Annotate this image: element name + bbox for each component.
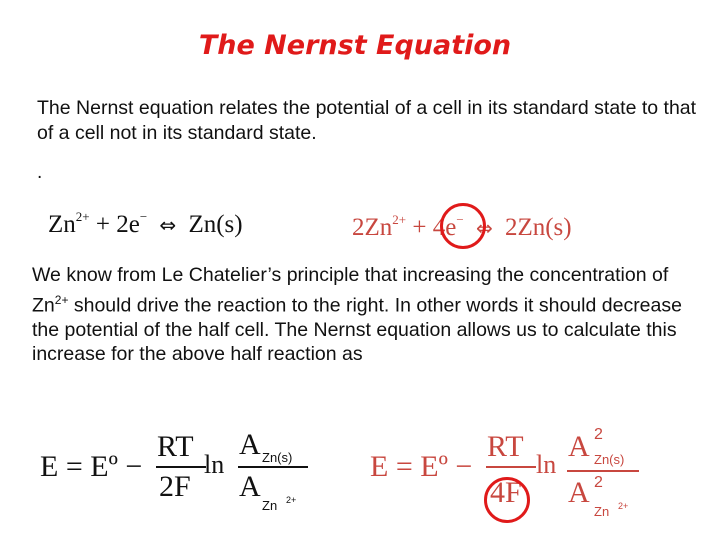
dot-mark: .	[37, 162, 43, 183]
fraction-bar	[156, 466, 206, 468]
denominator: 4F	[490, 476, 522, 509]
activity-bottom: A	[568, 476, 590, 509]
numerator: RT	[487, 430, 524, 463]
denominator: 2F	[159, 470, 191, 503]
fraction-bar	[238, 466, 308, 468]
zn-ion: 2Zn	[352, 214, 393, 241]
activity-top: A	[239, 428, 261, 461]
activity-bottom-exp: 2	[594, 474, 603, 491]
activity-top-sub: Zn(s)	[262, 450, 293, 465]
body-text: We know from Le Chatelier’s principle that increasing the concentration of $Zn^{2+}$ should drive the reaction to the right. In other words it should decrease the potential of the half cell. The Nernst equation allows us to calculate this increase for the above half reaction as	[32, 264, 682, 365]
zn-solid: 2Zn(s)	[504, 214, 572, 241]
lhs: E = Eº −	[40, 450, 143, 483]
slide-title: The Nernst Equation	[198, 30, 512, 61]
numerator: RT	[157, 430, 194, 463]
fraction-bar	[567, 470, 639, 472]
activity-top-exp: 2	[594, 426, 603, 443]
zn-solid: Zn(s)	[188, 211, 243, 238]
zn-ion: Zn	[48, 211, 76, 238]
ln: ln	[536, 450, 557, 479]
ln: ln	[204, 450, 225, 479]
half-reaction-1: $Zn^{2+} + 2e^-$ ⇔ Zn(s)	[48, 209, 243, 238]
activity-bottom-charge: 2+	[286, 495, 297, 505]
lhs: E = Eº −	[370, 450, 473, 483]
activity-bottom-sub: Zn	[262, 498, 278, 513]
half-reaction-2: $2Zn^{2+} + 4e^-$ ⇔ 2Zn(s)	[352, 212, 572, 241]
highlight-circle-electrons	[440, 203, 486, 249]
intro-text: The Nernst equation relates the potential of a cell in its standard state to that of a cell not in its standard state.	[37, 97, 697, 144]
plus-sign: +	[412, 214, 427, 241]
activity-bottom-charge: 2+	[618, 501, 629, 511]
electrons: + 2e	[95, 211, 140, 238]
activity-bottom-sub: Zn	[594, 504, 610, 519]
highlight-circle-denominator	[484, 477, 530, 523]
equilibrium-arrow-icon: ⇔	[475, 216, 493, 240]
electrons: 4e	[432, 214, 457, 241]
activity-top-sub: Zn(s)	[594, 452, 625, 467]
equilibrium-arrow-icon: ⇔	[159, 213, 177, 237]
activity-bottom: A	[239, 470, 261, 503]
activity-top: A	[568, 430, 590, 463]
fraction-bar	[486, 466, 536, 468]
